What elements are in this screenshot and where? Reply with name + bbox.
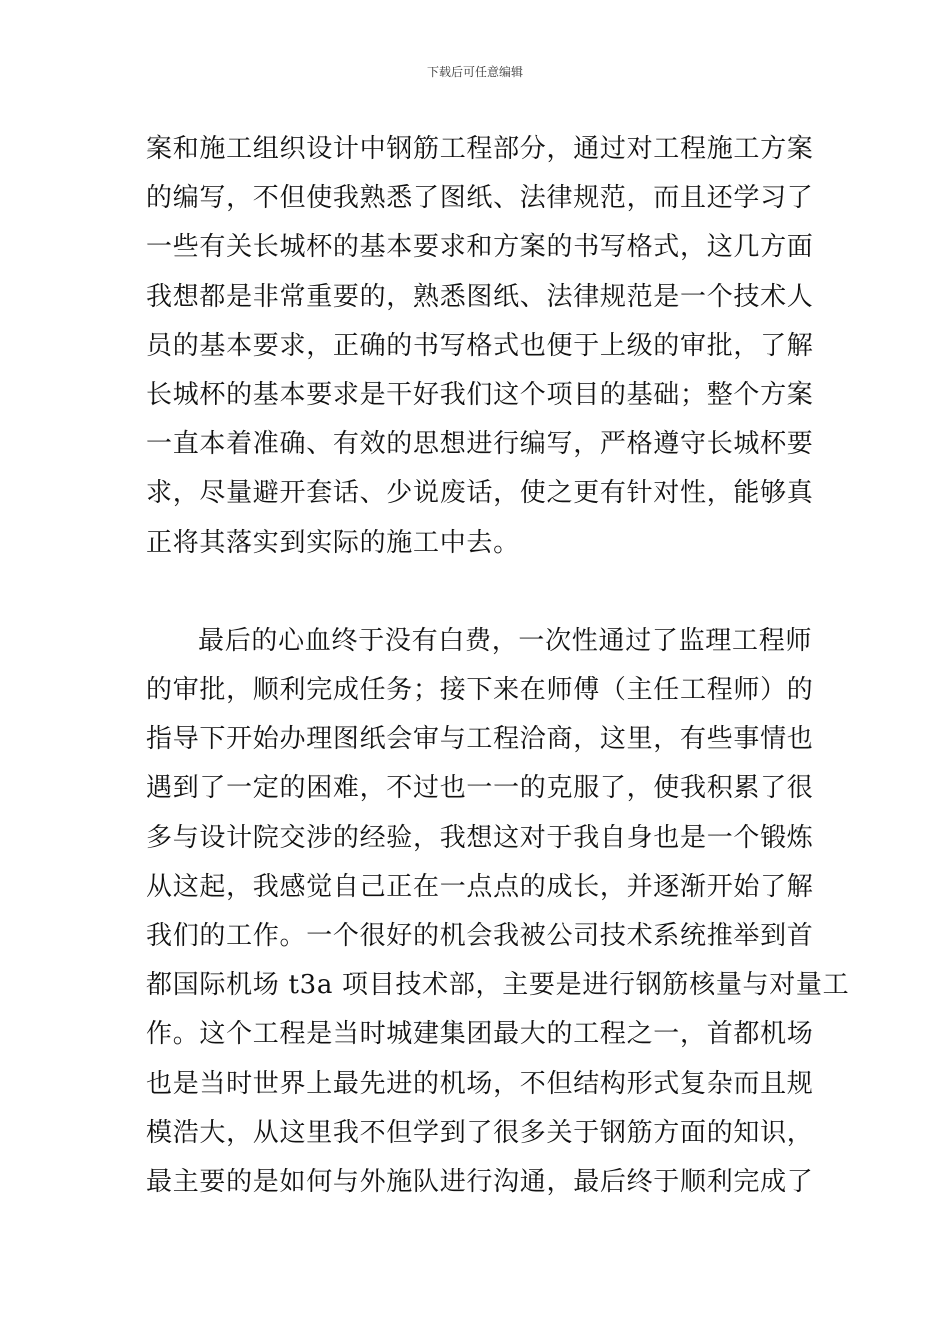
text-line: 求，尽量避开套话、少说废话，使之更有针对性，能够真 — [146, 478, 814, 509]
text-line-first: 最后的心血终于没有白费，一次性通过了监理工程师 — [198, 625, 813, 656]
paragraph-2 — [146, 617, 850, 1207]
text-line: 模浩大，从这里我不但学到了很多关于钢筋方面的知识， — [146, 1117, 814, 1148]
text-line: 遇到了一定的困难，不过也一一的克服了，使我积累了很 — [146, 773, 814, 804]
text-line: 正将其落实到实际的施工中去。 — [146, 527, 520, 558]
paragraph-spacer — [146, 568, 811, 617]
text-line: 指导下开始办理图纸会审与工程洽商，这里，有些事情也 — [146, 724, 814, 755]
text-line: 的审批，顺利完成任务；接下来在师傅（主任工程师）的 — [146, 675, 814, 706]
document-body — [146, 125, 850, 1207]
text-line: 一直本着准确、有效的思想进行编写，严格遵守长城杯要 — [146, 429, 814, 460]
text-line: 最主要的是如何与外施队进行沟通，最后终于顺利完成了 — [146, 1166, 814, 1197]
text-line: 员的基本要求，正确的书写格式也便于上级的审批，了解 — [146, 330, 814, 361]
text-line: 一些有关长城杯的基本要求和方案的书写格式，这几方面 — [146, 232, 814, 263]
text-line: 案和施工组织设计中钢筋工程部分，通过对工程施工方案 — [146, 134, 814, 164]
paragraph-1 — [146, 125, 814, 568]
text-line: 也是当时世界上最先进的机场，不但结构形式复杂而且规 — [146, 1068, 814, 1099]
text-line: 作。这个工程是当时城建集团最大的工程之一，首都机场 — [146, 1019, 814, 1050]
text-line: 我想都是非常重要的，熟悉图纸、法律规范是一个技术人 — [146, 281, 814, 312]
page-header: 下载后可任意编辑 — [426, 65, 523, 79]
text-line: 从这起，我感觉自己正在一点点的成长，并逐渐开始了解 — [146, 871, 814, 902]
text-line: 长城杯的基本要求是干好我们这个项目的基础；整个方案 — [146, 379, 814, 410]
text-line: 多与设计院交涉的经验，我想这对于我自身也是一个锻炼 — [146, 822, 814, 853]
text-line: 都国际机场 t3a 项目技术部，主要是进行钢筋核量与对量工 — [146, 970, 850, 1001]
text-line: 我们的工作。一个很好的机会我被公司技术系统推举到首 — [146, 921, 814, 951]
text-line: 的编写，不但使我熟悉了图纸、法律规范，而且还学习了 — [146, 183, 814, 214]
